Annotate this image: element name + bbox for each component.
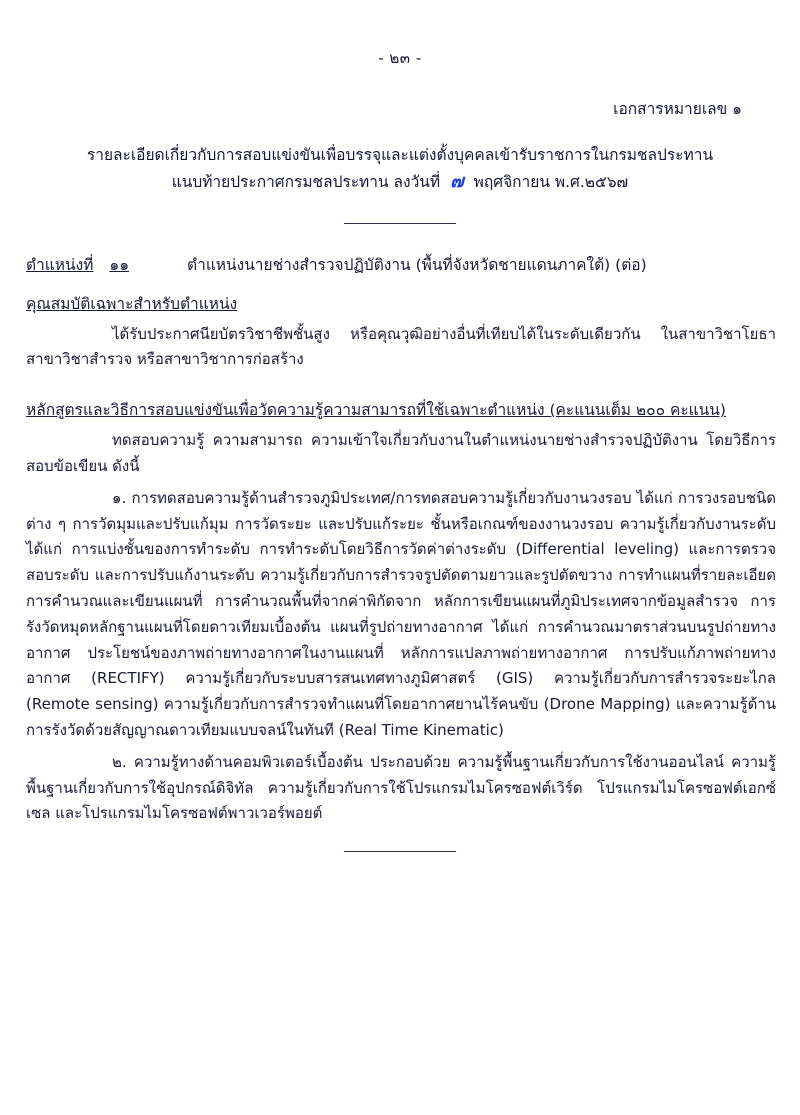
qualifications-text: ได้รับประกาศนียบัตรวิชาชีพชั้นสูง หรือคุณวุฒิอย่างอื่นที่เทียบได้ในระดับเดียวกัน ในสาขาวิชาโยธา สาขาวิชาสำรวจ หรือสาขาวิชาการก่อสร้าง: [26, 324, 776, 369]
position-title: ตำแหน่งนายช่างสำรวจปฏิบัติงาน (พื้นที่จังหวัดชายแดนภาคใต้) (ต่อ): [187, 255, 647, 274]
curriculum-item-1-text: ๑. การทดสอบความรู้ด้านสำรวจภูมิประเทศ/การทดสอบความรู้เกี่ยวกับงานวงรอบ ได้แก่ การวงรอบชนิดต่าง ๆ การวัดมุมและปรับแก้มุม การวัดระยะ และปรับแก้ระยะ ชั้นหรือเกณฑ์ของงานวงรอบ ความรู้เกี่ยวกับงานระดับได้แก่ การแบ่งชั้นของการทำระดับ การทำระดับโดยวิธีการวัดค่าต่างระดับ (Differential leveling) และการตรวจสอบระดับ และการปรับแก้งานระดับ ความรู้เกี่ยวกับการสำรวจรูปตัดตามยาวและรูปตัดขวาง การทำแผนที่รายละเอียด การคำนวณและเขียนแผนที่ การคำนวณพื้นที่จากค่าพิกัดจาก หลักการเขียนแผนที่ภูมิประเทศจากข้อมูลสำรวจ การรังวัดหมุดหลักฐานแผนที่โดยดาวเทียมเบื้องต้น แผนที่รูปถ่ายทางอากาศ ได้แก่ การคำนวณมาตราส่วนบนรูปถ่ายทางอากาศ ประโยชน์ของภาพถ่ายทางอากาศในงานแผนที่ หลักการแปลภาพถ่ายทางอากาศ การปรับแก้ภาพถ่ายทางอากาศ (RECTIFY) ความรู้เกี่ยวกับระบบสารสนเทศทางภูมิศาสตร์ (GIS) ความรู้เกี่ยวกับการสำรวจระยะไกล (Remote sensing) ความรู้เกี่ยวกับการสำรวจทำแผนที่โดยอากาศยานไร้คนขับ (Drone Mapping) และความรู้ด้านการรังวัดด้วยสัญญาณดาวเทียมแบบจลน์ในทันที (Real Time Kinematic): [26, 488, 776, 739]
curriculum-intro-text: ทดสอบความรู้ ความสามารถ ความเข้าใจเกี่ยวกับงานในตำแหน่งนายช่างสำรวจปฏิบัติงาน โดยวิธีการสอบข้อเขียน ดังนี้: [26, 431, 776, 475]
curriculum-intro-paragraph: [0, 428, 800, 480]
curriculum-heading-wrap: [0, 383, 800, 422]
document-title-line-2: [0, 168, 800, 197]
announcement-date-prefix: แนบท้ายประกาศกรมชลประทาน ลงวันที่: [171, 172, 441, 191]
document-title-block: [0, 143, 800, 197]
curriculum-heading: หลักสูตรและวิธีการสอบแข่งขันเพื่อวัดความรู้ความสามารถที่ใช้เฉพาะตำแหน่ง (คะแนนเต็ม ๒๐๐ คะแนน): [26, 401, 726, 420]
document-page: [0, 46, 800, 1115]
curriculum-item-2-text: ๒. ความรู้ทางด้านคอมพิวเตอร์เบื้องต้น ประกอบด้วย ความรู้พื้นฐานเกี่ยวกับการใช้งานออนไลน์ ความรู้พื้นฐานเกี่ยวกับการใช้อุปกรณ์ดิจิทัล ความรู้เกี่ยวกับการใช้โปรแกรมไมโครซอฟต์เวิร์ด โปรแกรมไมโครซอฟต์เอกซ์เซล และโปรแกรมไมโครซอฟต์พาวเวอร์พอยต์: [26, 752, 776, 823]
document-reference-label: เอกสารหมายเลข ๑: [613, 100, 742, 118]
qualifications-heading-wrap: [0, 277, 800, 316]
position-label: ตำแหน่งที่: [26, 255, 94, 274]
qualifications-paragraph: [0, 322, 800, 374]
document-title-line-1: รายละเอียดเกี่ยวกับการสอบแข่งขันเพื่อบรรจุและแต่งตั้งบุคคลเข้ารับราชการในกรมชลประทาน: [86, 146, 714, 164]
position-number: ๑๑: [109, 255, 130, 274]
announcement-date-suffix: พฤศจิกายน พ.ศ.๒๕๖๗: [473, 172, 629, 191]
page-number: - ๒๓ -: [378, 49, 422, 67]
curriculum-item-2-paragraph: [0, 750, 800, 827]
divider-bottom: [344, 851, 456, 852]
divider-top: [344, 223, 456, 224]
qualifications-heading: คุณสมบัติเฉพาะสำหรับตำแหน่ง: [26, 294, 238, 313]
curriculum-item-1-paragraph: [0, 486, 800, 744]
position-heading-row: [0, 252, 800, 277]
handwritten-day-number: ๗: [450, 170, 464, 192]
